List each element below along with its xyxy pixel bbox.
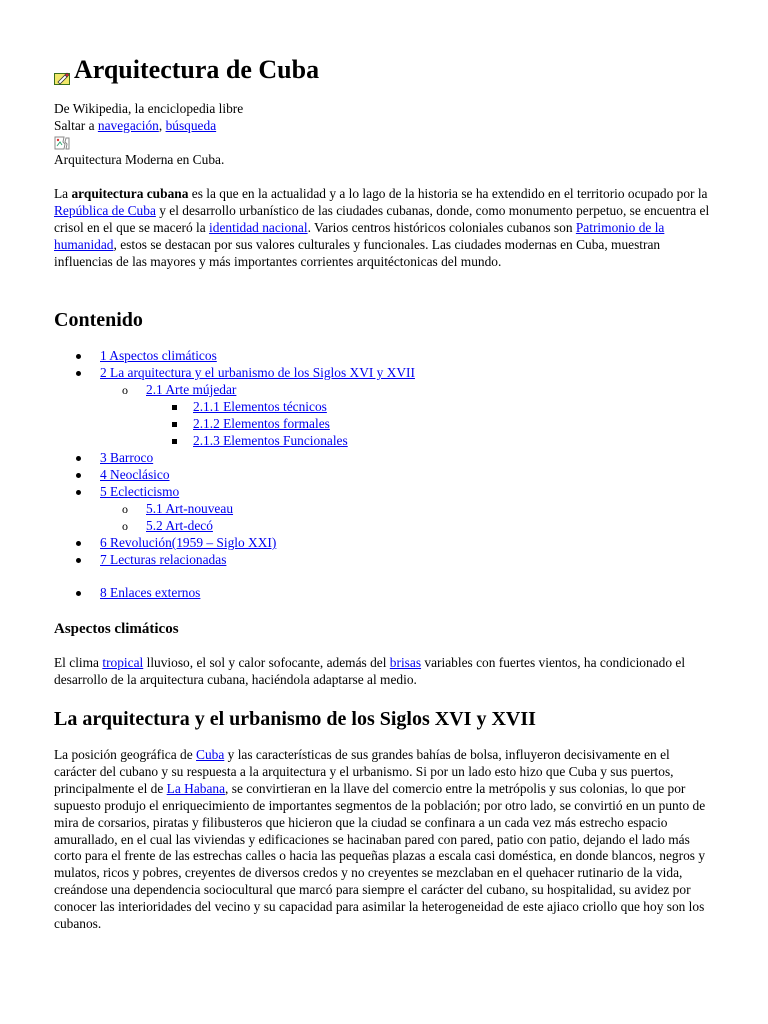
skip-links — [54, 118, 714, 135]
toc-link[interactable]: 2.1.3 Elementos Funcionales — [193, 433, 348, 448]
toc-bullet — [76, 354, 81, 359]
toc-link[interactable]: 5.2 Art-decó — [146, 518, 213, 533]
toc-circle-bullet: o — [122, 383, 128, 397]
toc-item — [100, 450, 153, 467]
toc-link[interactable]: 6 Revolución(1959 – Siglo XXI) — [100, 535, 277, 550]
toc-item — [122, 501, 234, 518]
intro-text-2: y el desarrollo urbanístico de las ciudades cubanas, donde, como monumento perpetuo, se encuentra el crisol en el que se maceró la — [54, 202, 710, 235]
toc-item — [100, 467, 170, 484]
intro-text-3: . Varios centros históricos coloniales cubanos son — [307, 219, 576, 235]
toc-bullet — [76, 371, 81, 376]
toc-square-bullet — [172, 439, 177, 444]
toc-square-bullet — [172, 422, 177, 427]
page-title — [54, 54, 714, 86]
clima-text-0: El clima — [54, 655, 103, 670]
link-cuba[interactable]: Cuba — [196, 747, 225, 762]
toc-link[interactable]: 4 Neoclásico — [100, 467, 170, 482]
toc-item — [100, 365, 415, 382]
toc-link[interactable]: 1 Aspectos climáticos — [100, 348, 217, 363]
toc-link[interactable]: 5 Eclecticismo — [100, 484, 180, 499]
toc-link[interactable]: 5.1 Art-nouveau — [146, 501, 234, 516]
skip-separator: , — [158, 118, 166, 133]
toc-link[interactable]: 2 La arquitectura y el urbanismo de los Siglos XVI y XVII — [100, 365, 415, 380]
link-tropical[interactable]: tropical — [102, 655, 144, 670]
skip-navigation-link[interactable]: navegación — [97, 118, 159, 133]
toc-circle-bullet: o — [122, 519, 128, 533]
skip-prefix: Saltar a — [54, 118, 98, 133]
toc-item — [122, 382, 237, 399]
link-brisas[interactable]: brisas — [389, 655, 422, 670]
page-icon — [54, 62, 72, 78]
toc-item — [100, 585, 200, 602]
link-la-habana[interactable]: La Habana — [166, 780, 226, 796]
intro-text-4: , estos se destacan por sus valores culturales y funcionales. Las ciudades modernas en Cuba, muestran influencias de las mayores y más importantes corrientes arquitéctonicas del mundo. — [54, 236, 661, 269]
link-patrimonio-humanidad[interactable]: Patrimonio de la humanidad — [54, 219, 665, 252]
toc-item — [100, 535, 276, 552]
skip-search-link[interactable]: búsqueda — [165, 118, 217, 133]
intro-text-1: es la que en la actualidad y a lo lago de la historia se ha extendido en el territorio ocupado por la — [188, 186, 708, 201]
toc-bullet — [76, 473, 81, 478]
section-heading-urbanismo: La arquitectura y el urbanismo de los Siglos XVI y XVII — [54, 708, 536, 730]
toc-bullet — [76, 591, 81, 596]
toc-bullet — [76, 558, 81, 563]
intro-text-0: La — [54, 186, 72, 201]
toc-item — [122, 518, 213, 535]
urb-text-0: La posición geográfica de — [54, 747, 197, 762]
toc-bullet — [76, 541, 81, 546]
toc-bullet — [76, 456, 81, 461]
image-caption: Arquitectura Moderna en Cuba. — [54, 152, 225, 167]
toc-item — [100, 484, 179, 501]
clima-text-1: lluvioso, el sol y calor sofocante, además del — [143, 655, 390, 670]
toc-item — [100, 348, 217, 365]
urbanismo-paragraph — [54, 747, 714, 933]
toc-link[interactable]: 2.1 Arte mújedar — [146, 382, 237, 397]
clima-text-2: variables con fuertes vientos, ha condicionado el desarrollo de la arquitectura cubana, haciéndola adaptarse al medio. — [54, 655, 686, 687]
toc-link[interactable]: 2.1.2 Elementos formales — [193, 416, 330, 431]
contents-heading: Contenido — [54, 309, 143, 331]
clima-paragraph — [54, 655, 714, 689]
link-republica-de-cuba[interactable]: República de Cuba — [54, 202, 156, 218]
intro-paragraph — [54, 186, 714, 271]
urb-text-2: , se convirtieran en la llave del comercio entre la metrópolis y sus colonias, lo que por supuesto produjo el enriquecimiento de importantes segmentos de la población; por otro lado, se convirtió en un punto de mira de corsarios, piratas y filibusteros que hicieron que la ciudad se confinara a un cada vez más estrecho espacio amurallado, en el cual las viviendas y edificaciones se hacinaban pared con pared, patio con patio, dejando el lado más corto para el frente de las estrechas calles o hacia las pequeñas plazas a escala casi doméstica, en donde blancos, negros y mulatos, ricos y pobres, creyentes de diversos credos y no creyentes se mezclaban en el quehacer rutinario de la vida, creándose una dependencia sociocultural que marcó para siempre el carácter del cubano, su hospitalidad, su avidez por conocer las interioridades del vecino y su capacidad para asimilar la heterogeneidad de este ajiaco criollo que hoy son los cubanos. — [54, 780, 706, 932]
page-title-text: Arquitectura de Cuba — [74, 55, 320, 84]
toc-item — [193, 433, 348, 450]
toc-link[interactable]: 2.1.1 Elementos técnicos — [193, 399, 327, 414]
toc-item — [193, 399, 327, 416]
broken-image-icon[interactable] — [54, 136, 70, 150]
link-identidad-nacional[interactable]: identidad nacional — [209, 219, 308, 235]
toc-item — [100, 552, 226, 569]
toc-link[interactable]: 8 Enlaces externos — [100, 585, 201, 600]
intro-bold-term: arquitectura cubana — [71, 186, 189, 201]
toc-link[interactable]: 7 Lecturas relacionadas — [100, 552, 227, 567]
urb-text-1: y las características de sus grandes bahías de bolsa, influyeron decisivamente en el carácter del cubano y su respuesta a la arquitectura y el urbanismo. Si por un lado esto hizo que Cuba y sus puertos, principalmente el de — [54, 747, 674, 796]
toc-square-bullet — [172, 405, 177, 410]
section-heading-clima: Aspectos climáticos — [54, 621, 179, 637]
toc-bullet — [76, 490, 81, 495]
toc-item — [193, 416, 330, 433]
toc-circle-bullet: o — [122, 502, 128, 516]
site-subtitle: De Wikipedia, la enciclopedia libre — [54, 101, 244, 116]
toc-link[interactable]: 3 Barroco — [100, 450, 154, 465]
